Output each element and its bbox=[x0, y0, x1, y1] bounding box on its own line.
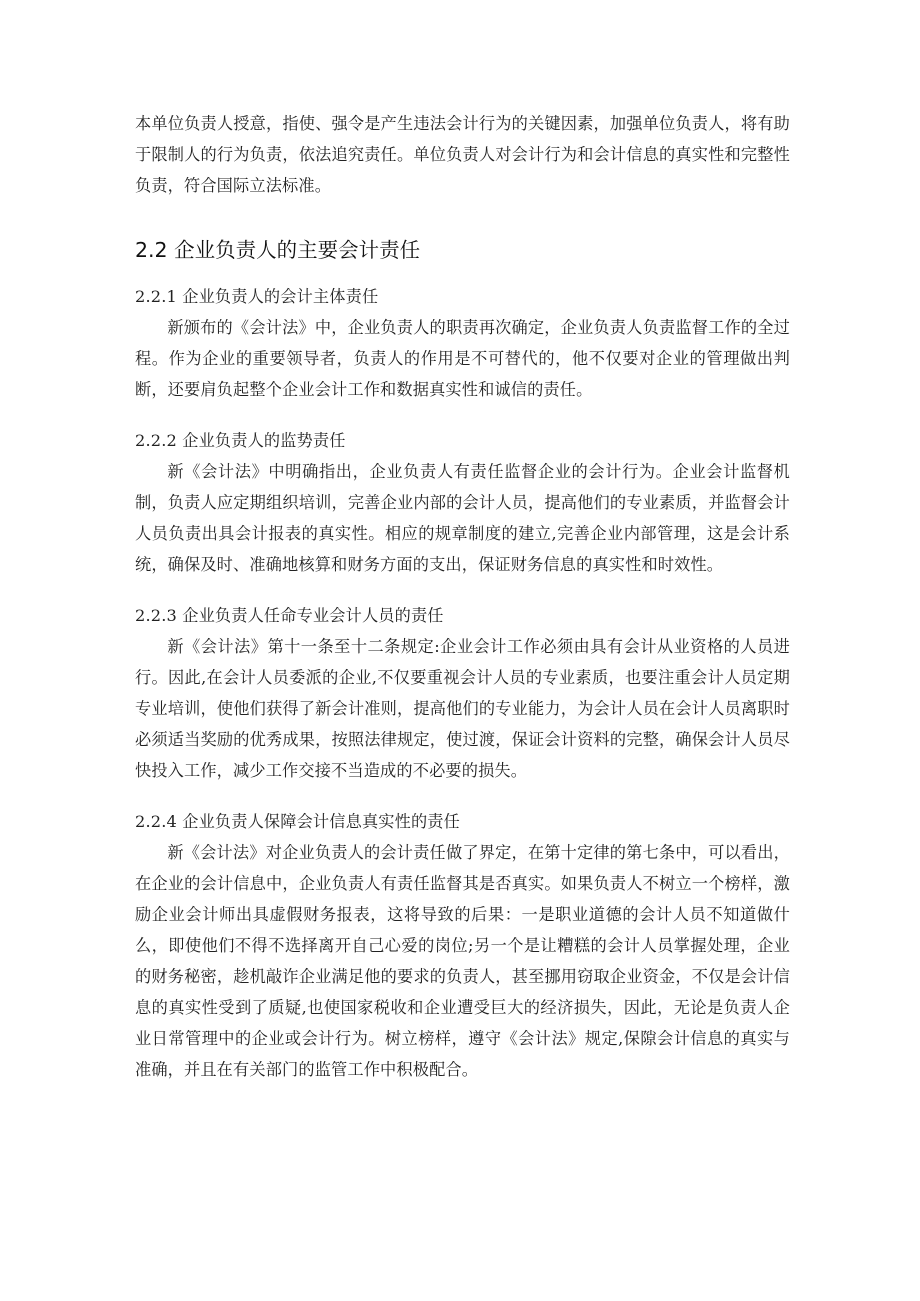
subsection-heading: 2.2.1 企业负责人的会计主体责任 bbox=[135, 287, 379, 306]
subsection-2-2-3 bbox=[135, 600, 790, 786]
subsection-heading: 2.2.4 企业负责人保障会计信息真实性的责任 bbox=[135, 812, 460, 831]
subsection-body: 新《会计法》中明确指出，企业负责人有责任监督企业的会计行为。企业会计监督机制，负责人应定期组织培训，完善企业内部的会计人员，提高他们的专业素质，并监督会计人员负责出具会计报表的真实性。相应的规章制度的建立,完善企业内部管理，这是会计系统，确保及时、准确地核算和财务方面的支出，保证财务信息的真实性和时效性。 bbox=[135, 462, 790, 574]
subsection-2-2-4 bbox=[135, 806, 790, 1085]
subsection-heading: 2.2.2 企业负责人的监势责任 bbox=[135, 431, 346, 450]
subsection-2-2-1 bbox=[135, 281, 790, 405]
intro-paragraph: 本单位负责人授意，指使、强令是产生违法会计行为的关键因素，加强单位负责人，将有助于限制人的行为负责，依法追究责任。单位负责人对会计行为和会计信息的真实性和完整性负责，符合国际立法标准。 bbox=[135, 114, 790, 195]
subsection-body: 新《会计法》第十一条至十二条规定:企业会计工作必须由具有会计从业资格的人员进行。因此,在会计人员委派的企业,不仅要重视会计人员的专业素质，也要注重会计人员定期专业培训，使他们获得了新会计准则，提高他们的专业能力，为会计人员在会计人员离职时必须适当奖励的优秀成果，按照法律规定，使过渡，保证会计资料的完整，确保会计人员尽快投入工作，减少工作交接不当造成的不必要的损失。 bbox=[135, 637, 790, 780]
subsection-body: 新《会计法》对企业负责人的会计责任做了界定，在第十定律的第七条中，可以看出，在企业的会计信息中，企业负责人有责任监督其是否真实。如果负责人不树立一个榜样，激励企业会计师出具虚假财务报表，这将导致的后果：一是职业道德的会计人员不知道做什么，即使他们不得不选择离开自己心爱的岗位;另一个是让糟糕的会计人员掌握处理，企业的财务秘密，趁机敲诈企业满足他的要求的负责人，甚至挪用窃取企业资金，不仅是会计信息的真实性受到了质疑,也使国家税收和企业遭受巨大的经济损失，因此，无论是负责人企业日常管理中的企业或会计行为。树立榜样，遵守《会计法》规定,保隙会计信息的真实与准确，并且在有关部门的监管工作中积极配合。 bbox=[135, 843, 790, 1079]
subsection-heading: 2.2.3 企业负责人任命专业会计人员的责任 bbox=[135, 606, 444, 625]
subsection-body: 新颁布的《会计法》中，企业负责人的职责再次确定，企业负责人负责监督工作的全过程。作为企业的重要领导者，负责人的作用是不可替代的，他不仅要对企业的管理做出判断，还要肩负起整个企业会计工作和数据真实性和诚信的责任。 bbox=[135, 318, 790, 399]
section-title: 2.2 企业负责人的主要会计责任 bbox=[135, 238, 421, 262]
subsection-2-2-2 bbox=[135, 425, 790, 580]
document-body bbox=[135, 108, 790, 1085]
